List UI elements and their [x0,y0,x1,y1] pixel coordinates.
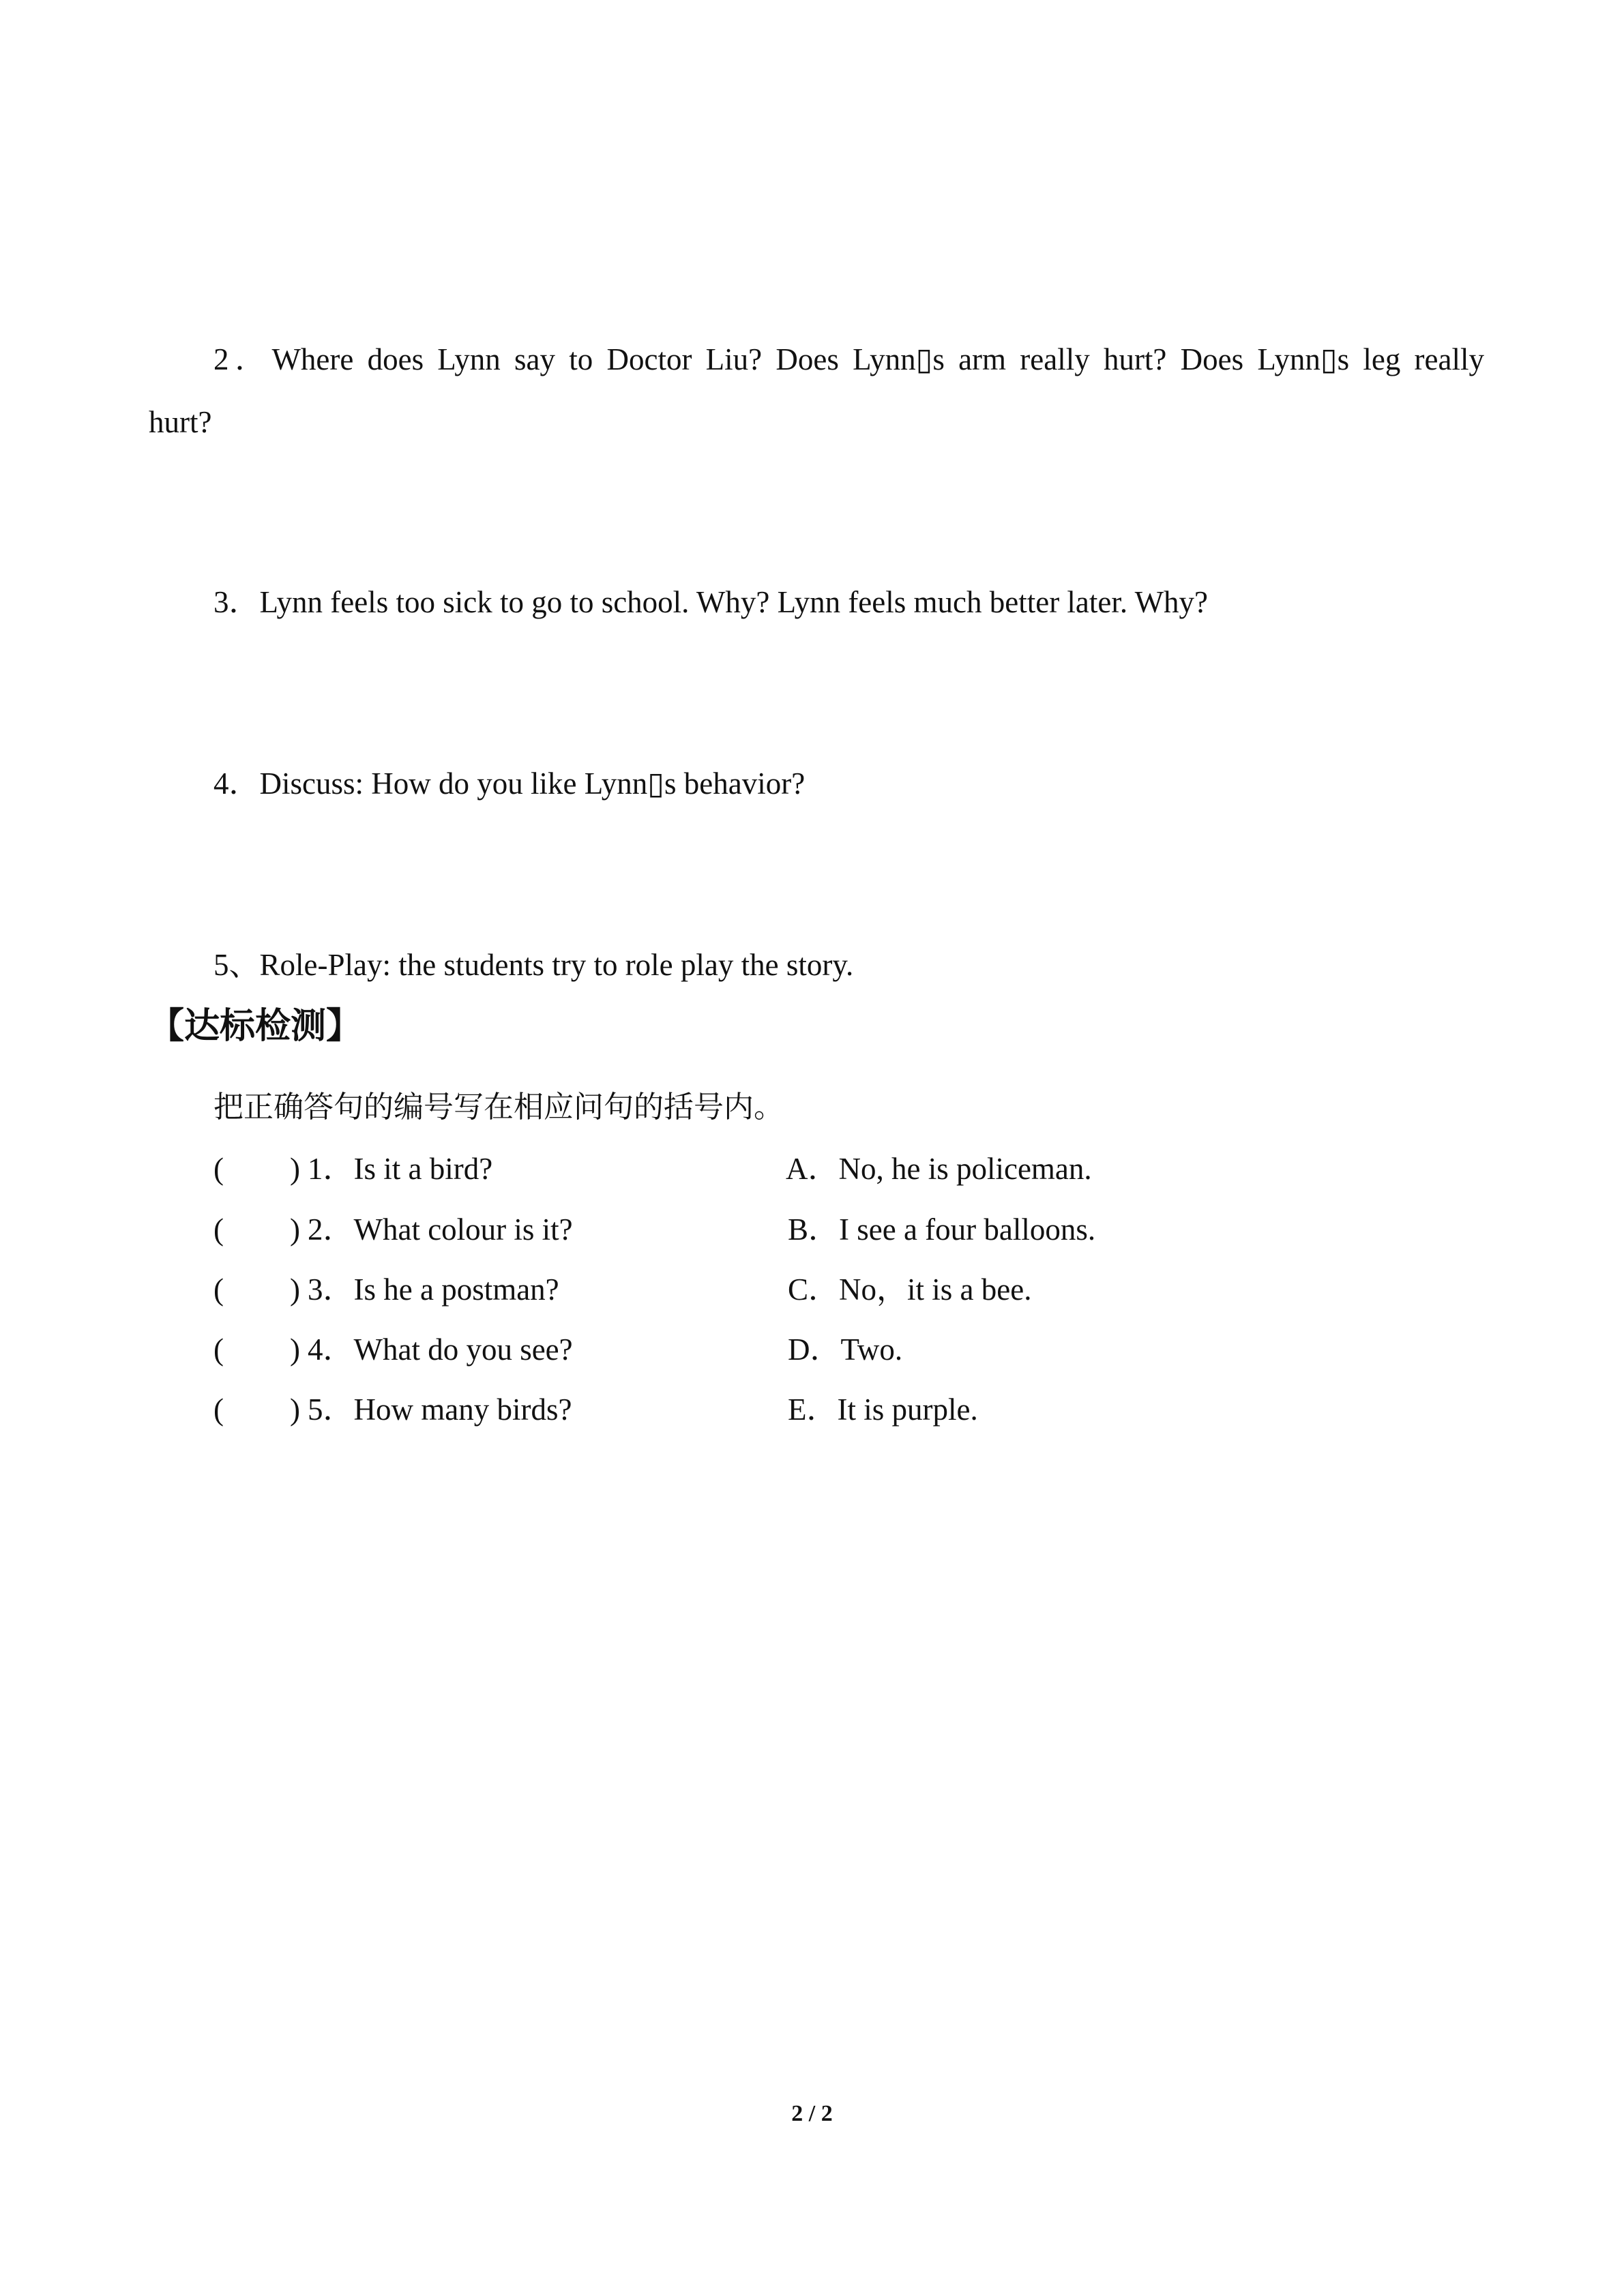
matching-answer: E．It is purple. [788,1392,978,1427]
answer-blank-close: ) [290,1392,300,1427]
answer-blank-open[interactable]: ( [213,1152,224,1186]
answer-blank-open[interactable]: ( [213,1332,224,1367]
section-heading: 【达标检测】 [149,1006,362,1047]
matching-question: 4．What do you see? [308,1332,573,1367]
matching-answer: D．Two. [788,1332,903,1367]
question-5: 5、Role-Play: the students try to role play the story. [213,948,854,982]
question-3: 3．Lynn feels too sick to go to school. Why? Lynn feels much better later. Why? [213,585,1209,619]
question-4: 4．Discuss: How do you like Lynn▯s behavior? [213,766,806,801]
matching-question: 5．How many birds? [308,1392,572,1427]
matching-answer: C．No，it is a bee. [788,1272,1032,1307]
matching-answer: A．No, he is policeman. [786,1152,1092,1186]
question-2-line-2: hurt? [149,405,212,439]
section-instruction: 把正确答句的编号写在相应问句的括号内。 [213,1090,784,1124]
matching-question: 2．What colour is it? [308,1212,573,1247]
answer-blank-open[interactable]: ( [213,1212,224,1247]
matching-answer: B．I see a four balloons. [788,1212,1096,1247]
question-2-line-1: 2．Where does Lynn say to Doctor Liu? Does Lynn▯s arm really hurt? Does Lynn▯s leg really [213,342,1484,376]
matching-question: 3．Is he a postman? [308,1272,559,1307]
page-number: 2 / 2 [791,2101,833,2126]
answer-blank-close: ) [290,1212,300,1247]
answer-blank-open[interactable]: ( [213,1392,224,1427]
answer-blank-close: ) [290,1272,300,1307]
answer-blank-open[interactable]: ( [213,1272,224,1307]
answer-blank-close: ) [290,1332,300,1367]
matching-question: 1．Is it a bird? [308,1152,493,1186]
answer-blank-close: ) [290,1152,300,1186]
